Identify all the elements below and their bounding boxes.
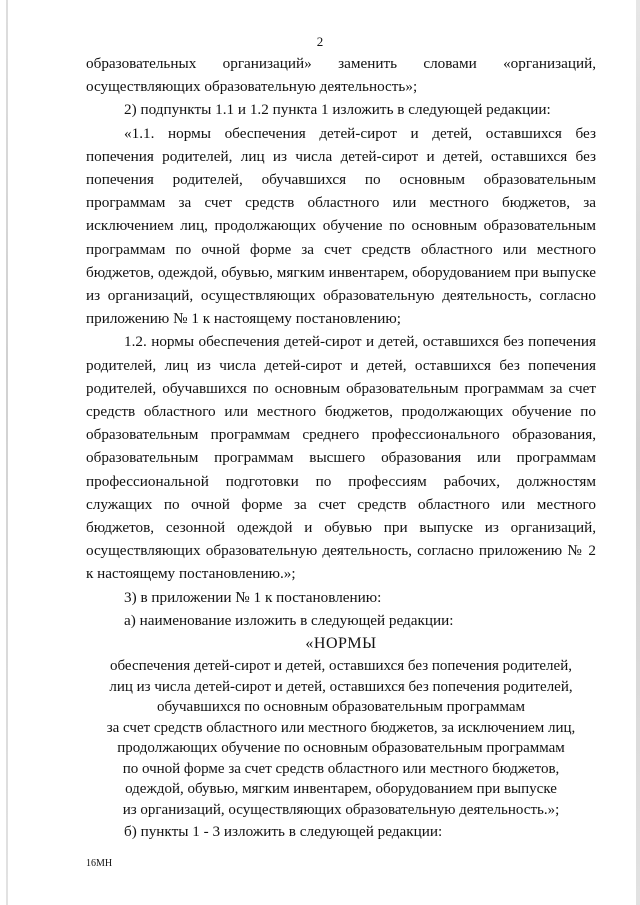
quote-line: одеждой, обувью, мягким инвентарем, оборудованием при выпуске	[125, 781, 557, 798]
page-number: 2	[316, 34, 324, 49]
paragraph-item-3b: б) пункты 1 - 3 изложить в следующей редакции:	[124, 823, 443, 841]
quote-title: «НОРМЫ	[305, 635, 377, 653]
quote-line: обеспечения детей-сирот и детей, оставшихся без попечения родителей,	[110, 658, 572, 675]
quote-line: лиц из числа детей-сирот и детей, оставшихся без попечения родителей,	[109, 678, 573, 695]
scan-edge-right	[636, 0, 640, 905]
quote-line: из организаций, осуществляющих образовательную деятельность.»;	[122, 801, 560, 818]
quote-line: продолжающих обучение по основным образовательным программам	[117, 740, 565, 757]
paragraph-item-2: 2) подпункты 1.1 и 1.2 пункта 1 изложить в следующей редакции:	[124, 101, 551, 119]
paragraph-subitem-1-2: 1.2. нормы обеспечения детей-сирот и детей, оставшихся без попечения родителей, лиц из числа детей-сирот и детей, оставшихся без попечения родителей, обучавшихся по основным образовательным программам за счет средств областного или местного бюджетов, продолжающих обучение по образовательным программам среднего профессионального образования, образовательным программам высшего образования или программам профессиональной подготовки по профессиям рабочих, должностям служащих по очной форме за счет средств областного или местного бюджетов, сезонной одеждой и обувью при выпуске из организаций, осуществляющих образовательную деятельность, согласно приложению № 2 к настоящему постановлению.»;	[86, 333, 596, 583]
quote-line: за счет средств областного или местного бюджетов, за исключением лиц,	[106, 719, 576, 736]
quote-line: по очной форме за счет средств областного или местного бюджетов,	[122, 760, 560, 777]
quote-block	[86, 656, 596, 820]
scan-edge-left	[6, 0, 8, 905]
paragraph-continuation: образовательных организаций» заменить словами «организаций, осуществляющих образовательную деятельность»;	[86, 55, 596, 96]
document-body	[86, 52, 596, 843]
quote-line: обучавшихся по основным образовательным программам	[156, 699, 526, 716]
footer-code: 16МН	[86, 858, 113, 869]
paragraph-item-3a: а) наименование изложить в следующей редакции:	[124, 611, 454, 629]
paragraph-subitem-1-1: «1.1. нормы обеспечения детей-сирот и детей, оставшихся без попечения родителей, лиц из числа детей-сирот и детей, оставшихся без попечения родителей, обучавшихся по основным образовательным программам за счет средств областного или местного бюджетов, за исключением лиц, продолжающих обучение по основным образовательным программам по очной форме за счет средств областного или местного бюджетов, одеждой, обувью, мягким инвентарем, оборудованием при выпуске из организаций, осуществляющих образовательную деятельность, согласно приложению № 1 к настоящему постановлению;	[86, 124, 596, 328]
paragraph-item-3: 3) в приложении № 1 к постановлению:	[124, 588, 382, 606]
